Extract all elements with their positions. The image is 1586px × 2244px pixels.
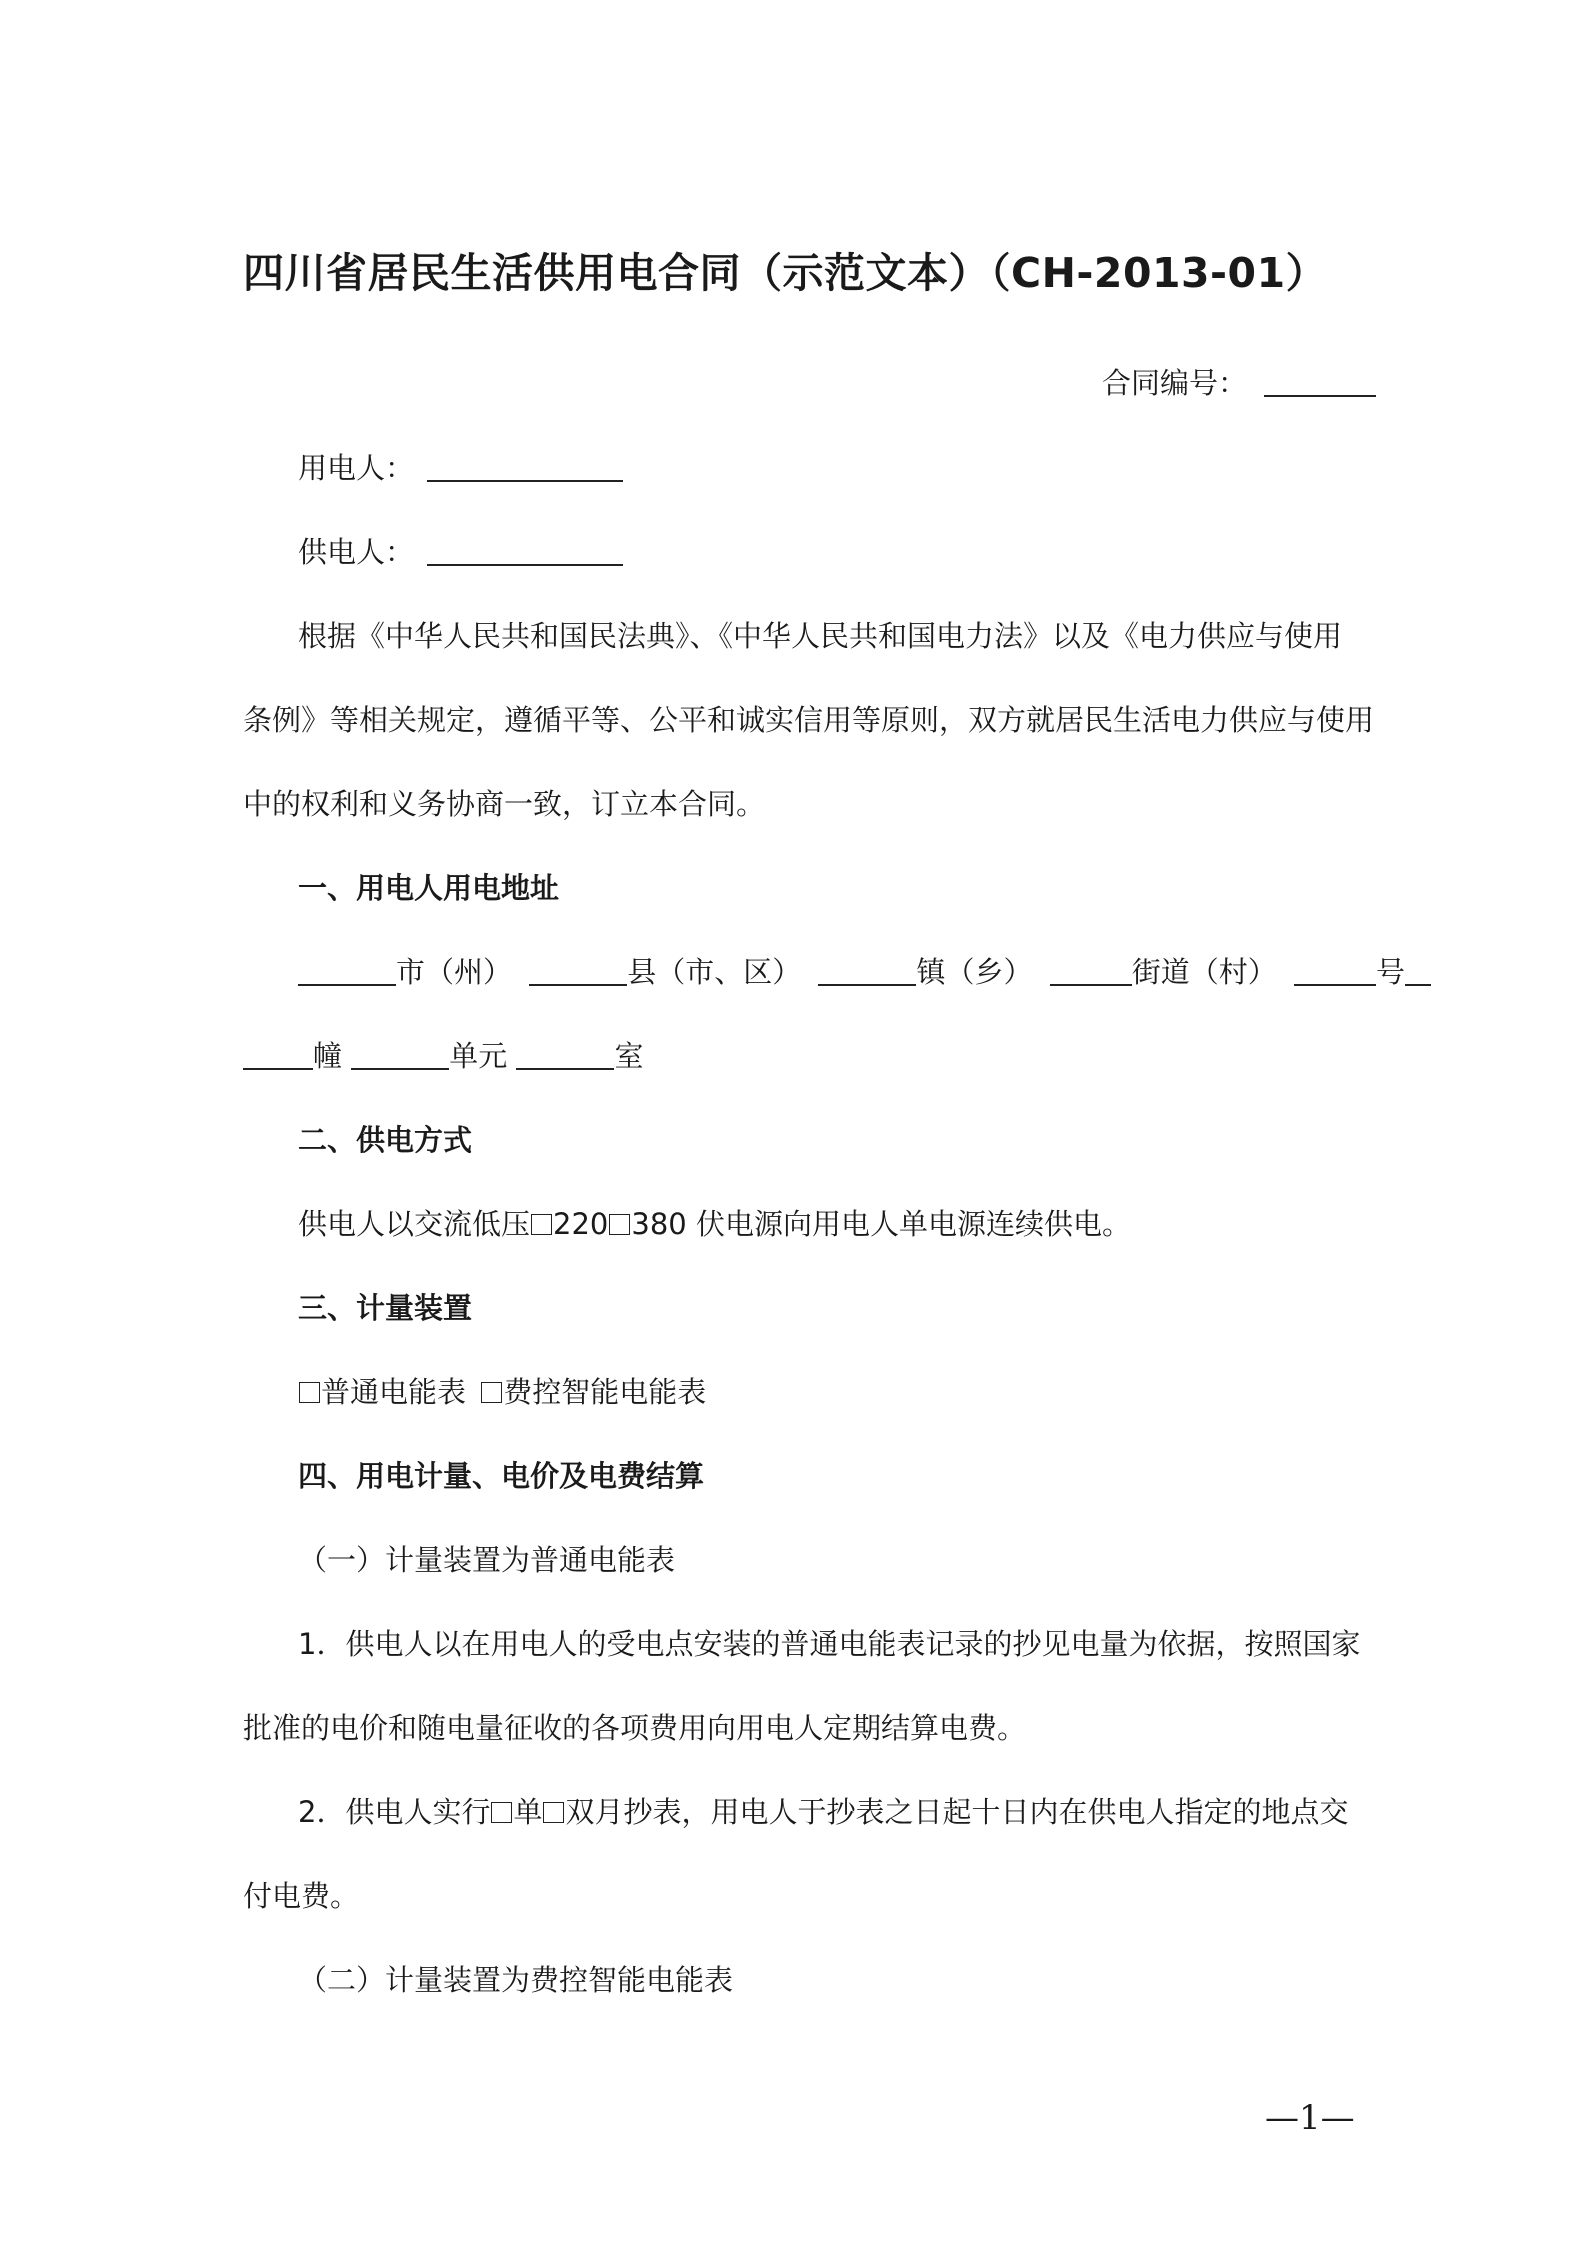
city-label: 市（州） xyxy=(396,955,513,989)
unit-label: 单元 xyxy=(449,1039,508,1073)
number-label: 号 xyxy=(1375,955,1405,989)
consumer-label: 用电人： xyxy=(298,451,415,485)
double-month-label: 双月抄表，用电人于抄表之日起十日内在供电人指定的地点交 xyxy=(565,1795,1349,1829)
supplier-row xyxy=(298,532,623,572)
double-month-checkbox[interactable] xyxy=(543,1802,564,1823)
consumer-row xyxy=(298,448,623,488)
number-continuation-field[interactable] xyxy=(1405,956,1431,986)
county-field[interactable] xyxy=(529,956,627,986)
voltage-380-checkbox[interactable] xyxy=(609,1214,630,1235)
voltage-text-before: 供电人以交流低压 xyxy=(298,1207,531,1241)
voltage-220-checkbox[interactable] xyxy=(531,1214,552,1235)
subsection1-heading: （一）计量装置为普通电能表 xyxy=(298,1543,676,1577)
preamble-line-3: 中的权利和义务协商一致，订立本合同。 xyxy=(243,787,766,821)
supplier-label: 供电人： xyxy=(298,535,415,569)
preamble-line-2: 条例》等相关规定，遵循平等、公平和诚实信用等原则，双方就居民生活电力供应与使用 xyxy=(243,703,1375,737)
consumer-field[interactable] xyxy=(427,452,623,482)
room-label: 室 xyxy=(614,1039,644,1073)
section4-heading: 四、用电计量、电价及电费结算 xyxy=(298,1459,705,1493)
item2-line-2: 付电费。 xyxy=(243,1879,360,1913)
contract-number-row xyxy=(1102,363,1376,403)
contract-number-field[interactable] xyxy=(1264,367,1376,397)
preamble-line-1: 根据《中华人民共和国民法典》、《中华人民共和国电力法》以及《电力供应与使用 xyxy=(298,619,1343,653)
item1-line-1: 1．供电人以在用电人的受电点安装的普通电能表记录的抄见电量为依据，按照国家 xyxy=(298,1627,1361,1661)
city-field[interactable] xyxy=(298,956,396,986)
smart-meter-checkbox[interactable] xyxy=(481,1382,502,1403)
item2-line-1 xyxy=(298,1792,1348,1832)
standard-meter-label: 普通电能表 xyxy=(321,1375,467,1409)
meter-options-row xyxy=(298,1372,706,1412)
voltage-380-label: 380 xyxy=(631,1207,687,1241)
voltage-text-after: 伏电源向用电人单电源连续供电。 xyxy=(695,1207,1131,1241)
voltage-row xyxy=(298,1204,1131,1244)
section1-heading: 一、用电人用电地址 xyxy=(298,871,560,905)
number-field[interactable] xyxy=(1294,956,1376,986)
page-number: —1— xyxy=(1265,2098,1355,2138)
street-label: 街道（村） xyxy=(1131,955,1277,989)
section3-heading: 三、计量装置 xyxy=(298,1291,473,1325)
voltage-220-label: 220 xyxy=(553,1207,609,1241)
address-row-2 xyxy=(243,1036,643,1076)
single-month-checkbox[interactable] xyxy=(491,1802,512,1823)
supplier-field[interactable] xyxy=(427,536,623,566)
town-field[interactable] xyxy=(818,956,916,986)
item2-text: 2．供电人实行 xyxy=(298,1795,491,1829)
single-month-label: 单 xyxy=(513,1795,543,1829)
smart-meter-label: 费控智能电能表 xyxy=(503,1375,707,1409)
section2-heading: 二、供电方式 xyxy=(298,1123,473,1157)
unit-field[interactable] xyxy=(351,1040,449,1070)
town-label: 镇（乡） xyxy=(916,955,1033,989)
item1-line-2: 批准的电价和随电量征收的各项费用向用电人定期结算电费。 xyxy=(243,1711,1027,1745)
room-field[interactable] xyxy=(516,1040,614,1070)
contract-number-label: 合同编号： xyxy=(1102,366,1248,400)
building-field[interactable] xyxy=(243,1040,313,1070)
address-row-1 xyxy=(298,952,1431,992)
street-field[interactable] xyxy=(1050,956,1132,986)
building-label: 幢 xyxy=(313,1039,343,1073)
subsection2-heading: （二）计量装置为费控智能电能表 xyxy=(298,1963,734,1997)
standard-meter-checkbox[interactable] xyxy=(299,1382,320,1403)
document-title: 四川省居民生活供用电合同（示范文本）（CH-2013-01） xyxy=(243,249,1328,297)
county-label: 县（市、区） xyxy=(627,955,802,989)
